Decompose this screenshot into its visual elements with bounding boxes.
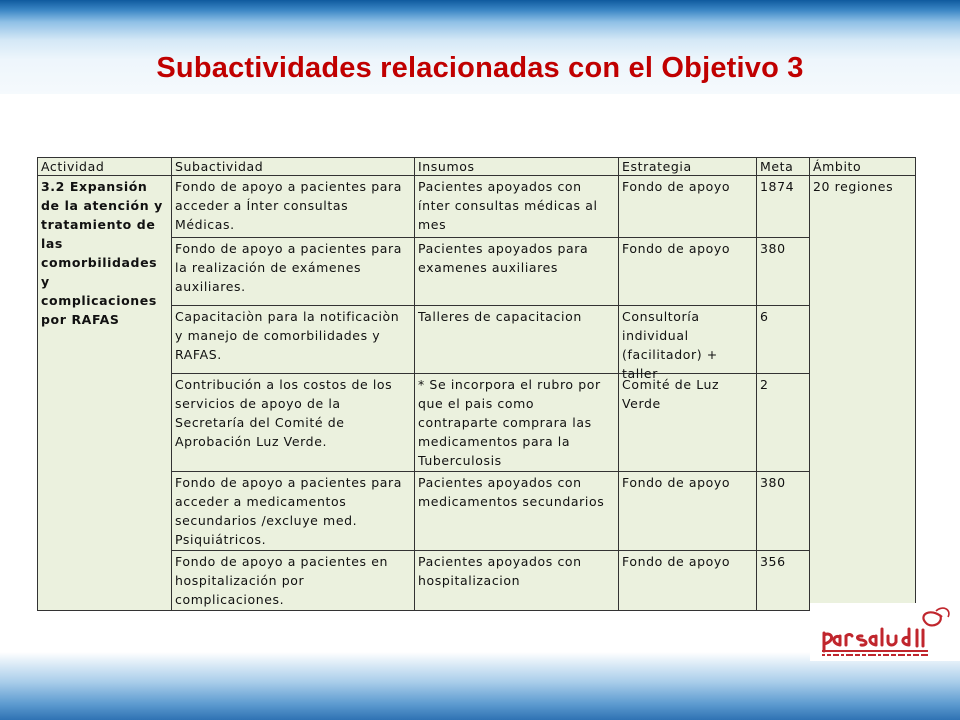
slide-title: Subactividades relacionadas con el Objetivo 3 [156,52,804,84]
meta-cell: 2 [757,374,810,472]
footer-band [0,652,960,720]
meta-cell: 6 [757,306,810,374]
subactividad-cell: Fondo de apoyo a pacientes para acceder a medicamentos secundarios /excluye med. Psiquiátricos. [172,472,415,551]
header-estrategia: Estrategia [619,158,757,176]
meta-cell: 1874 [757,176,810,238]
estrategia-text: Consultoría individual (facilitador) + taller [622,309,718,381]
estrategia-cell: Comité de Luz Verde [619,374,757,472]
estrategia-cell: Fondo de apoyo [619,551,757,611]
header-actividad: Actividad [38,158,172,176]
subactividad-cell: Fondo de apoyo a pacientes para acceder a Ínter consultas Médicas. [172,176,415,238]
subactividad-cell: Fondo de apoyo a pacientes en hospitalización por complicaciones. [172,551,415,611]
parsalud-logo-graphic [810,603,960,661]
insumos-cell: * Se incorpora el rubro por que el pais como contraparte comprara las medicamentos para la Tuberculosis [415,374,619,472]
subactividad-cell: Capacitaciòn para la notificaciòn y manejo de comorbilidades y RAFAS. [172,306,415,374]
estrategia-cell: Fondo de apoyo [619,176,757,238]
subactividad-cell: Contribución a los costos de los servicios de apoyo de la Secretaría del Comité de Aprobación Luz Verde. [172,374,415,472]
meta-cell: 380 [757,238,810,306]
subactividad-cell: Fondo de apoyo a pacientes para la realización de exámenes auxiliares. [172,238,415,306]
estrategia-cell [619,306,757,381]
header-ambito: Ámbito [810,158,916,176]
insumos-cell: Pacientes apoyados para examenes auxiliares [415,238,619,306]
meta-cell: 380 [757,472,810,551]
header-meta: Meta [757,158,810,176]
actividad-cell: 3.2 Expansión de la atención y tratamiento de las comorbilidades y complicaciones por RAFAS [38,176,172,611]
insumos-cell: Talleres de capacitacion [415,306,619,374]
ambito-cell: 20 regiones [810,176,916,611]
meta-cell: 356 [757,551,810,611]
subactivities-table [37,157,916,611]
table-row [38,176,916,238]
table-header-row [38,158,916,176]
header-insumos: Insumos [415,158,619,176]
insumos-cell: Pacientes apoyados con medicamentos secundarios [415,472,619,551]
parsalud-logo [810,603,960,661]
insumos-cell: Pacientes apoyados con ínter consultas médicas al mes [415,176,619,238]
insumos-cell: Pacientes apoyados con hospitalizacion [415,551,619,611]
estrategia-cell: Fondo de apoyo [619,238,757,306]
header-subactividad: Subactividad [172,158,415,176]
estrategia-cell: Fondo de apoyo [619,472,757,551]
